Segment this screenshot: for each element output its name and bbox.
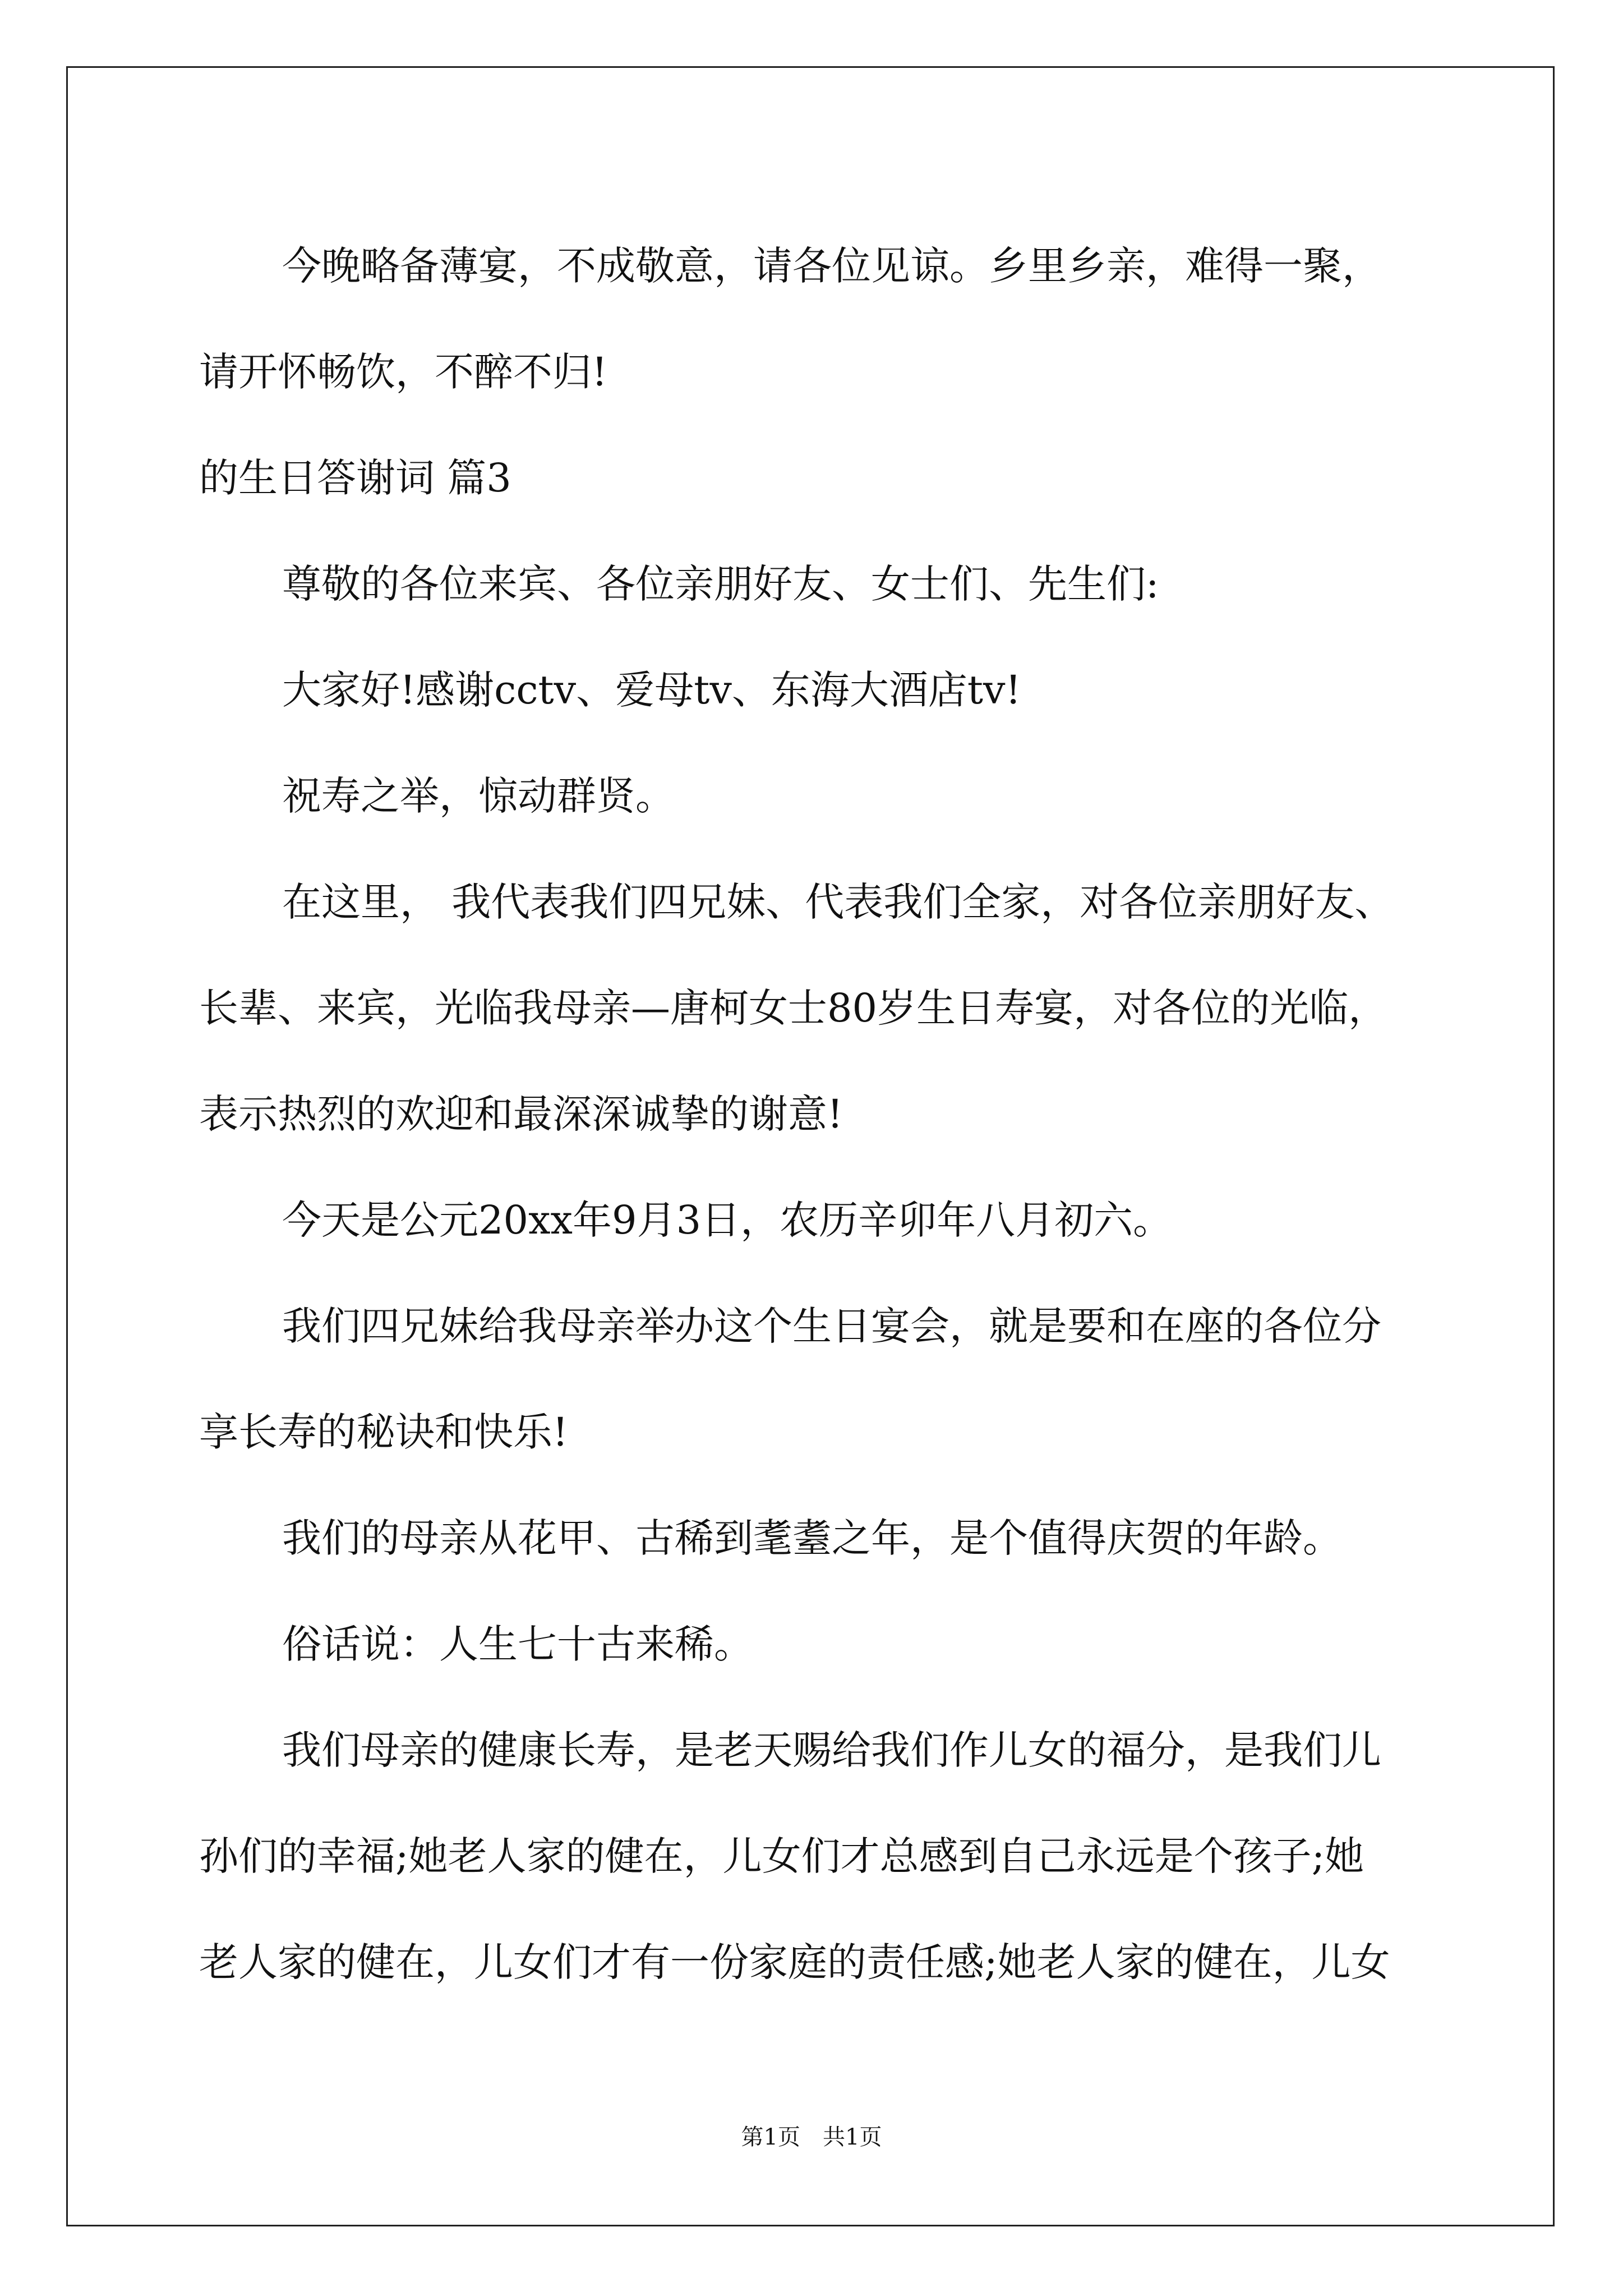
page-footer: [0, 2120, 1623, 2154]
text-line: 享长寿的秘诀和快乐!: [199, 1409, 569, 1455]
page-number-label: 第1页 共1页: [741, 2124, 882, 2150]
text-line: 今晚略备薄宴，不成敬意，请各位见谅。乡里乡亲，难得一聚，: [282, 243, 1381, 289]
text-line: 请开怀畅饮，不醉不归!: [199, 349, 608, 395]
text-line: 孙们的幸福;她老人家的健在，儿女们才总感到自己永远是个孩子;她: [199, 1833, 1364, 1879]
section-heading: 的生日答谢词 篇3: [199, 455, 511, 501]
text-line: 我们母亲的健康长寿，是老天赐给我们作儿女的福分，是我们儿: [282, 1727, 1381, 1773]
salutation-line: 尊敬的各位来宾、各位亲朋好友、女士们、先生们:: [282, 561, 1159, 607]
text-line: 长辈、来宾，光临我母亲—唐柯女士80岁生日寿宴，对各位的光临，: [199, 985, 1388, 1031]
text-line: 俗话说：人生七十古来稀。: [282, 1621, 753, 1667]
text-line: 老人家的健在，儿女们才有一份家庭的责任感;她老人家的健在，儿女: [199, 1939, 1390, 1985]
text-line: 我们四兄妹给我母亲举办这个生日宴会，就是要和在座的各位分: [282, 1303, 1381, 1349]
text-line: 在这里， 我代表我们四兄妹、代表我们全家，对各位亲朋好友、: [282, 879, 1394, 925]
text-line: 我们的母亲从花甲、古稀到耄耋之年，是个值得庆贺的年龄。: [282, 1515, 1342, 1561]
document-body: [199, 213, 1467, 2016]
text-line: 今天是公元20xx年9月3日，农历辛卯年八月初六。: [282, 1197, 1173, 1243]
text-line: 大家好!感谢cctv、爱母tv、东海大酒店tv!: [282, 667, 1021, 713]
text-line: 祝寿之举，惊动群贤。: [282, 773, 675, 819]
text-line: 表示热烈的欢迎和最深深诚挚的谢意!: [199, 1091, 843, 1137]
